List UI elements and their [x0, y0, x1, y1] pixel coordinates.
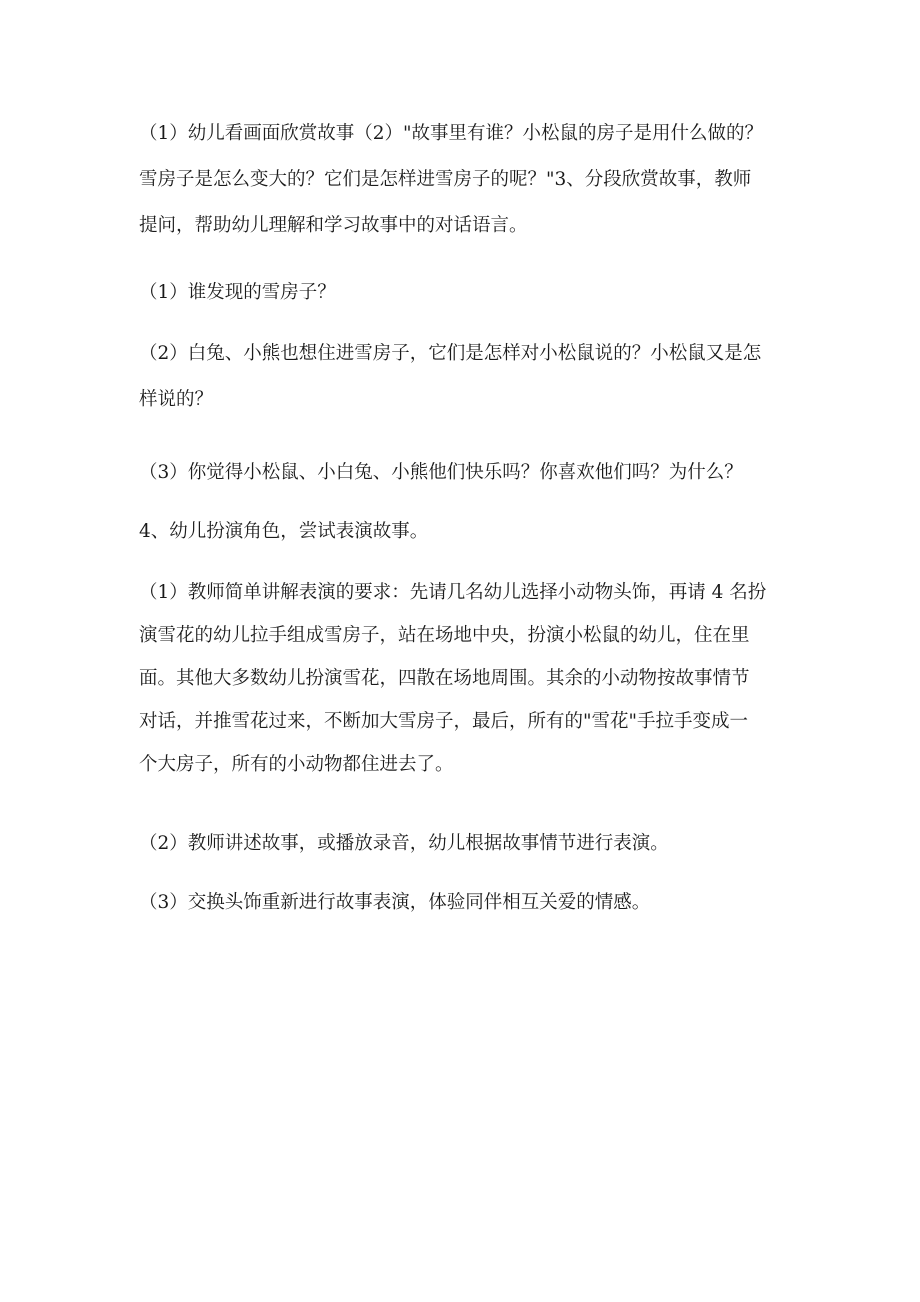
text-line: 样说的？: [139, 389, 214, 410]
text-line: （3）你觉得小松鼠、小白兔、小熊他们快乐吗？你喜欢他们吗？为什么？: [139, 462, 743, 483]
paragraph-story-appreciation: [139, 124, 799, 236]
paragraph-step-4-heading: [139, 522, 799, 542]
text-line: 4、幼儿扮演角色，尝试表演故事。: [139, 521, 429, 542]
text-line: 对话，并推雪花过来，不断加大雪房子，最后，所有的"雪花"手拉手变成一: [139, 711, 749, 732]
text-line: 面。其他大多数幼儿扮演雪花，四散在场地周围。其余的小动物按故事情节: [139, 668, 750, 689]
text-line: 雪房子是怎么变大的？它们是怎样进雪房子的呢？"3、分段欣赏故事，教师: [139, 169, 752, 190]
text-line: （2）教师讲述故事，或播放录音，幼儿根据故事情节进行表演。: [139, 833, 669, 854]
paragraph-question-2: [139, 344, 799, 410]
paragraph-performance-requirements: [139, 583, 799, 775]
text-line: （1）谁发现的雪房子？: [139, 282, 336, 303]
text-line: 演雪花的幼儿拉手组成雪房子，站在场地中央，扮演小松鼠的幼儿，住在里: [139, 625, 750, 646]
paragraph-swap-headwear: [139, 893, 799, 913]
paragraph-question-3: [139, 463, 799, 483]
text-line: （1）幼儿看画面欣赏故事（2）"故事里有谁？小松鼠的房子是用什么做的？: [139, 123, 764, 144]
text-line: 个大房子，所有的小动物都住进去了。: [139, 754, 454, 775]
paragraph-teacher-narration: [139, 834, 799, 854]
text-line: 提问，帮助幼儿理解和学习故事中的对话语言。: [139, 215, 528, 236]
text-line: （1）教师简单讲解表演的要求：先请几名幼儿选择小动物头饰，再请 4 名扮: [139, 582, 767, 603]
text-line: （3）交换头饰重新进行故事表演，体验同伴相互关爱的情感。: [139, 892, 651, 913]
text-line: （2）白兔、小熊也想住进雪房子，它们是怎样对小松鼠说的？小松鼠又是怎: [139, 343, 762, 364]
paragraph-question-1: [139, 283, 799, 303]
